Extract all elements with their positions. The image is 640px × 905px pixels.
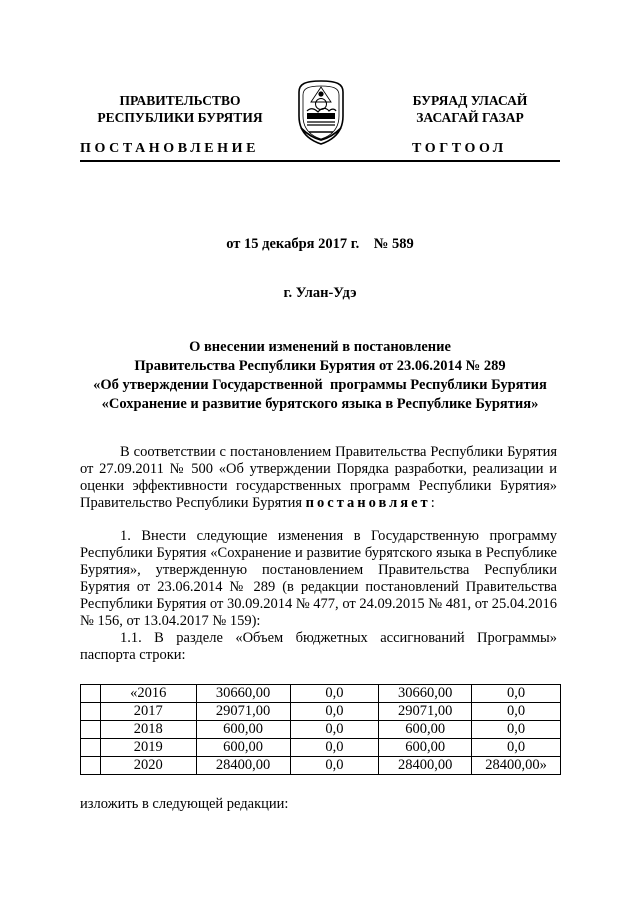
date-number: от 15 декабря 2017 г. № 589 — [226, 236, 414, 252]
table-row — [81, 739, 561, 757]
title-line-4: «Сохранение и развитие бурятского языка в Республике Бурятия» — [101, 396, 539, 412]
table-cell: 0,0 — [290, 703, 379, 721]
table-cell — [81, 685, 101, 703]
table-cell: 29071,00 — [379, 703, 472, 721]
city: г. Улан-Удэ — [283, 285, 357, 301]
table-cell: «2016 — [100, 685, 196, 703]
doc-type-left: ПОСТАНОВЛЕНИЕ — [80, 141, 260, 156]
table-cell: 0,0 — [472, 703, 561, 721]
table-cell: 600,00 — [196, 721, 290, 739]
intro-spaced-word: постановляет — [305, 495, 431, 511]
title-line-1: О внесении изменений в постановление — [189, 339, 451, 355]
table-cell: 28400,00 — [196, 757, 290, 775]
table-cell: 0,0 — [290, 739, 379, 757]
intro-end: : — [430, 495, 435, 511]
item1-1-text: 1.1. В разделе «Объем бюджетных ассигнований Программы» паспорта строки: — [80, 630, 557, 663]
table-cell: 28400,00» — [472, 757, 561, 775]
title-line-2: Правительства Республики Бурятия от 23.06.2014 № 289 — [134, 358, 506, 374]
document-title — [80, 338, 560, 414]
table-cell: 0,0 — [290, 721, 379, 739]
header-right — [380, 92, 560, 126]
table-row — [81, 685, 561, 703]
table-cell: 600,00 — [379, 739, 472, 757]
table-cell: 30660,00 — [379, 685, 472, 703]
item1-paragraph — [80, 528, 557, 664]
header-right-line2: ЗАСАГАЙ ГАЗАР — [416, 110, 524, 125]
table-cell: 0,0 — [290, 757, 379, 775]
table-row — [81, 721, 561, 739]
table-cell — [81, 703, 101, 721]
header-left-line1: ПРАВИТЕЛЬСТВО — [119, 93, 241, 108]
table-cell: 0,0 — [472, 685, 561, 703]
header-left-line2: РЕСПУБЛИКИ БУРЯТИЯ — [97, 110, 263, 125]
table-cell: 28400,00 — [379, 757, 472, 775]
table-row — [81, 757, 561, 775]
table-cell: 600,00 — [196, 739, 290, 757]
table-cell — [81, 739, 101, 757]
table-cell: 600,00 — [379, 721, 472, 739]
item1-text: 1. Внести следующие изменения в Государственную программу Республики Бурятия «Сохранение и развитие бурятского языка в Республике Бурятия», утвержденную постановлением Правительства Республики Бурятия от 23.06.2014 № 289 (в редакции постановлений Правительства Республики Бурятия от 30.09.2014 № 477, от 24.09.2015 № 481, от 25.04.2016 № 156, от 13.04.2017 № 159): — [80, 528, 557, 629]
intro-text: В соответствии с постановлением Правительства Республики Бурятия от 27.09.2011 № 500 «Об утверждении Порядка разработки, реализации и оценки эффективности государственных программ Республики Бурятия» Правительство Республики Бурятия — [80, 444, 557, 511]
budget-table — [80, 684, 561, 775]
title-line-3: «Об утверждении Государственной программы Республики Бурятия — [93, 377, 547, 393]
closing-text: изложить в следующей редакции: — [80, 796, 289, 812]
header-right-line1: БУРЯАД УЛАСАЙ — [412, 93, 528, 108]
table-cell: 30660,00 — [196, 685, 290, 703]
table-cell: 2019 — [100, 739, 196, 757]
table-cell: 29071,00 — [196, 703, 290, 721]
table-cell: 0,0 — [472, 721, 561, 739]
intro-paragraph — [80, 444, 557, 512]
table-cell: 2018 — [100, 721, 196, 739]
header-left — [80, 92, 280, 126]
table-row — [81, 703, 561, 721]
header-divider — [80, 160, 560, 162]
table-cell: 2017 — [100, 703, 196, 721]
table-cell — [81, 721, 101, 739]
table-cell — [81, 757, 101, 775]
coat-of-arms-emblem-icon — [293, 78, 349, 146]
table-cell: 2020 — [100, 757, 196, 775]
table-cell: 0,0 — [290, 685, 379, 703]
doc-type-right: ТОГТООЛ — [412, 141, 507, 156]
table-cell: 0,0 — [472, 739, 561, 757]
